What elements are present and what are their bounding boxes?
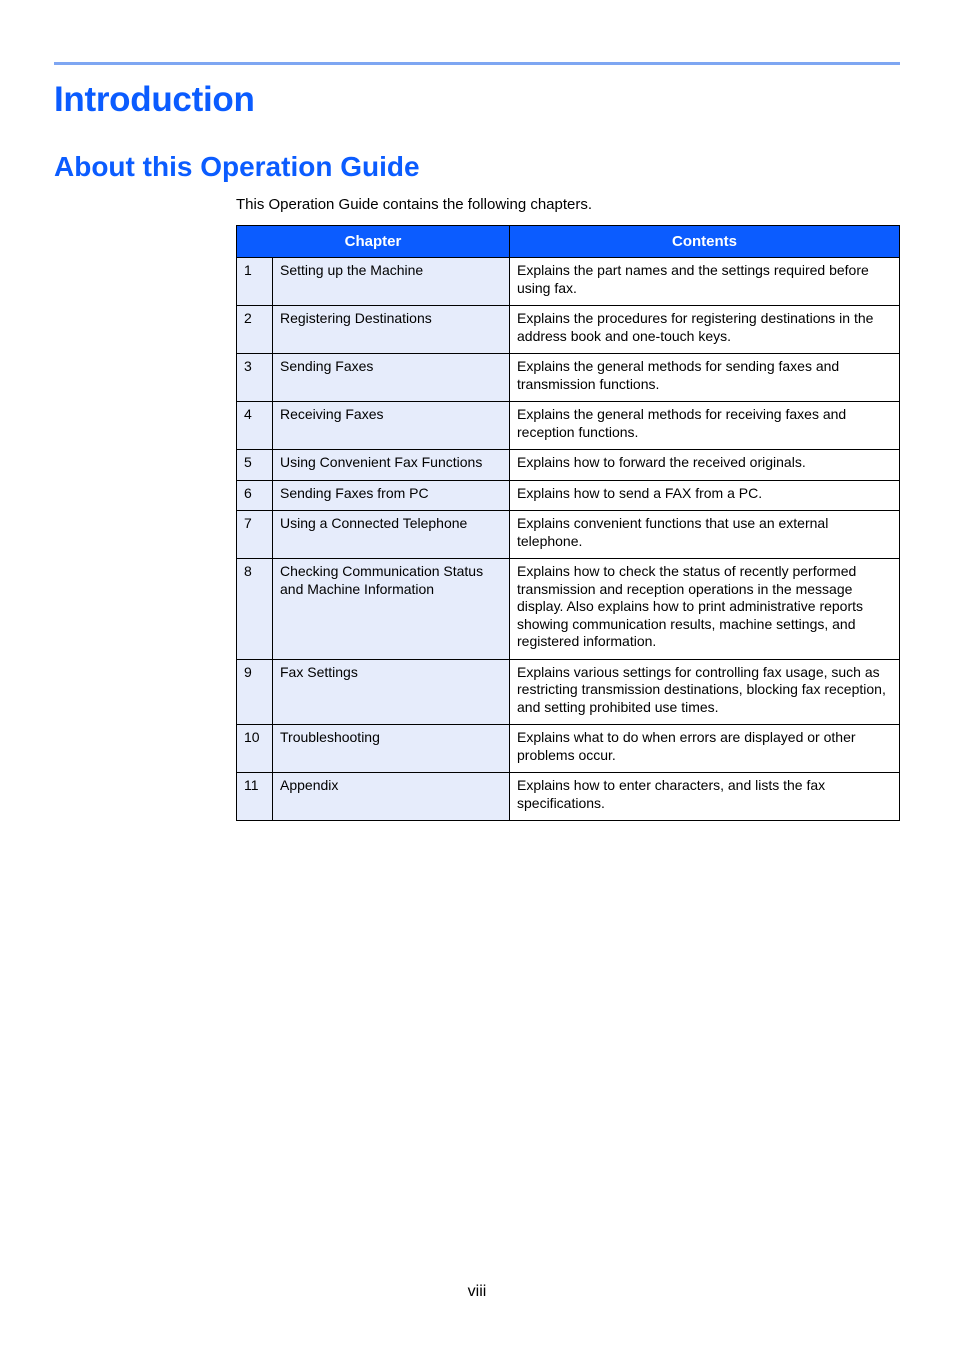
chapter-contents: Explains how to forward the received originals. xyxy=(510,450,900,481)
intro-text: This Operation Guide contains the following chapters. xyxy=(236,196,593,213)
table-row xyxy=(237,480,900,511)
chapter-number: 2 xyxy=(237,306,273,354)
chapter-contents: Explains the general methods for sending faxes and transmission functions. xyxy=(510,354,900,402)
chapter-name: Checking Communication Status and Machine Information xyxy=(273,559,510,660)
chapter-contents: Explains what to do when errors are displayed or other problems occur. xyxy=(510,725,900,773)
chapter-contents: Explains the general methods for receiving faxes and reception functions. xyxy=(510,402,900,450)
section-title: About this Operation Guide xyxy=(54,151,420,182)
chapter-contents: Explains how to send a FAX from a PC. xyxy=(510,480,900,511)
chapter-contents: Explains how to enter characters, and lists the fax specifications. xyxy=(510,773,900,821)
chapter-number: 7 xyxy=(237,511,273,559)
table-header-row xyxy=(237,226,900,258)
chapter-contents: Explains how to check the status of recently performed transmission and reception operations in the message display. Also explains how to print administrative reports showing communication results, machine settings, and registered information. xyxy=(510,559,900,660)
chapter-number: 6 xyxy=(237,480,273,511)
chapter-number: 8 xyxy=(237,559,273,660)
chapter-number: 5 xyxy=(237,450,273,481)
table-row xyxy=(237,402,900,450)
chapter-contents: Explains the procedures for registering destinations in the address book and one-touch keys. xyxy=(510,306,900,354)
chapter-name: Using a Connected Telephone xyxy=(273,511,510,559)
chapter-contents: Explains the part names and the settings required before using fax. xyxy=(510,258,900,306)
chapter-name: Setting up the Machine xyxy=(273,258,510,306)
chapter-contents: Explains various settings for controlling fax usage, such as restricting transmission destinations, blocking fax reception, and setting prohibited use times. xyxy=(510,659,900,725)
chapter-name: Using Convenient Fax Functions xyxy=(273,450,510,481)
page-number: viii xyxy=(467,1283,487,1300)
chapter-name: Sending Faxes xyxy=(273,354,510,402)
chapter-number: 1 xyxy=(237,258,273,306)
chapter-name: Appendix xyxy=(273,773,510,821)
table-row xyxy=(237,559,900,660)
chapter-header: Chapter xyxy=(237,226,510,258)
chapter-number: 4 xyxy=(237,402,273,450)
chapter-number: 10 xyxy=(237,725,273,773)
table-row xyxy=(237,725,900,773)
chapter-number: 9 xyxy=(237,659,273,725)
chapter-name: Registering Destinations xyxy=(273,306,510,354)
table-row xyxy=(237,773,900,821)
table-row xyxy=(237,306,900,354)
table-row xyxy=(237,258,900,306)
top-rule xyxy=(54,62,900,65)
table-row xyxy=(237,450,900,481)
chapter-name: Receiving Faxes xyxy=(273,402,510,450)
chapter-contents: Explains convenient functions that use an external telephone. xyxy=(510,511,900,559)
chapters-table xyxy=(236,225,900,821)
table-row xyxy=(237,659,900,725)
table-row xyxy=(237,511,900,559)
chapter-name: Fax Settings xyxy=(273,659,510,725)
chapter-name: Troubleshooting xyxy=(273,725,510,773)
contents-header: Contents xyxy=(510,226,900,258)
chapter-name: Sending Faxes from PC xyxy=(273,480,510,511)
page-title: Introduction xyxy=(54,80,255,119)
chapter-number: 3 xyxy=(237,354,273,402)
table-row xyxy=(237,354,900,402)
chapter-number: 11 xyxy=(237,773,273,821)
